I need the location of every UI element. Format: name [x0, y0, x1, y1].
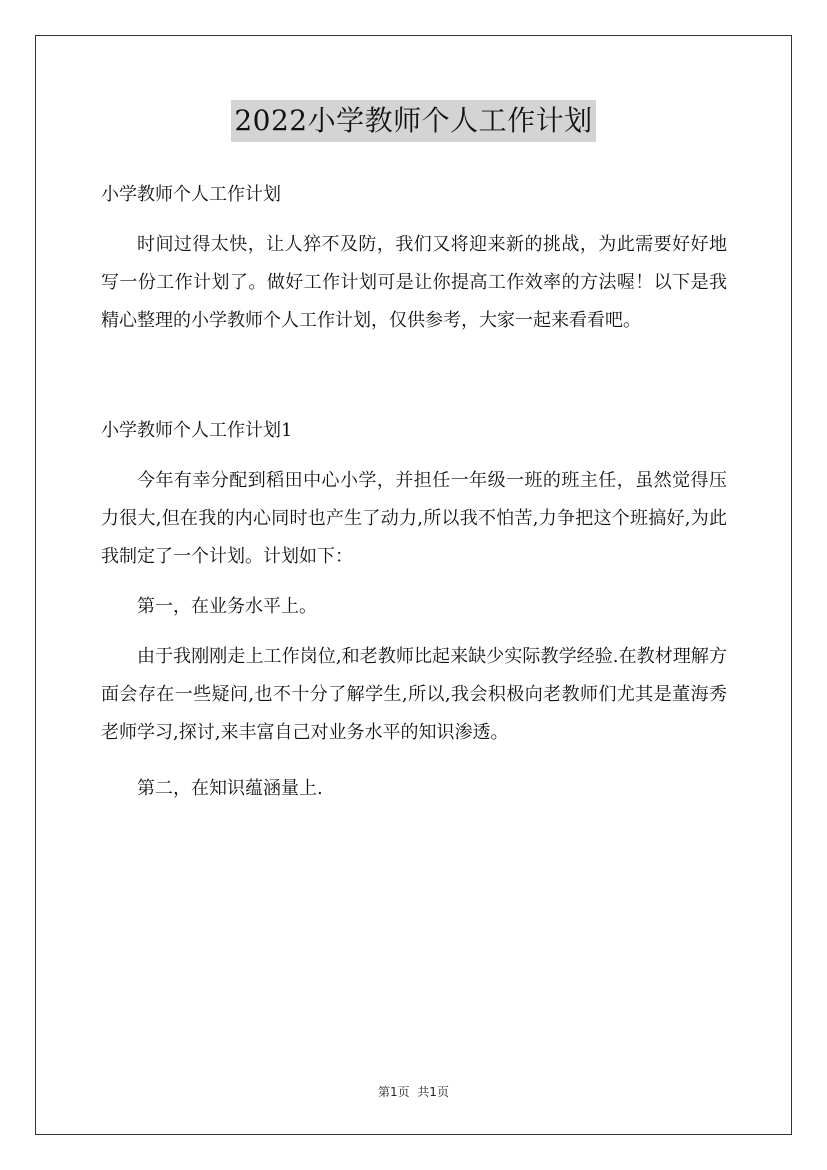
- point1-heading: 第一，在业务水平上。: [137, 596, 317, 617]
- page-footer: [0, 1083, 827, 1100]
- document-body: [101, 176, 727, 808]
- intro-paragraph: 时间过得太快，让人猝不及防，我们又将迎来新的挑战，为此需要好好地写一份工作计划了。做好工作计划可是让你提高工作效率的方法喔！以下是我精心整理的小学教师个人工作计划，仅供参考，大家一起来看看吧。: [101, 234, 727, 331]
- point2-heading: 第二，在知识蕴涵量上.: [137, 778, 323, 799]
- page-number: 第1页 共1页: [378, 1085, 449, 1099]
- plan1-heading: 小学教师个人工作计划1: [101, 420, 293, 441]
- document-title: 2022小学教师个人工作计划: [231, 100, 595, 142]
- point1-paragraph: 由于我刚刚走上工作岗位,和老教师比起来缺少实际教学经验.在教材理解方面会存在一些疑问,也不十分了解学生,所以,我会积极向老教师们尤其是董海秀老师学习,探讨,来丰富自己对业务水平的知识渗透。: [101, 646, 727, 743]
- title-container: [0, 100, 827, 142]
- plan1-paragraph: 今年有幸分配到稻田中心小学，并担任一年级一班的班主任，虽然觉得压力很大,但在我的内心同时也产生了动力,所以我不怕苦,力争把这个班搞好,为此我制定了一个计划。计划如下：: [101, 470, 727, 567]
- section-heading: 小学教师个人工作计划: [101, 184, 281, 205]
